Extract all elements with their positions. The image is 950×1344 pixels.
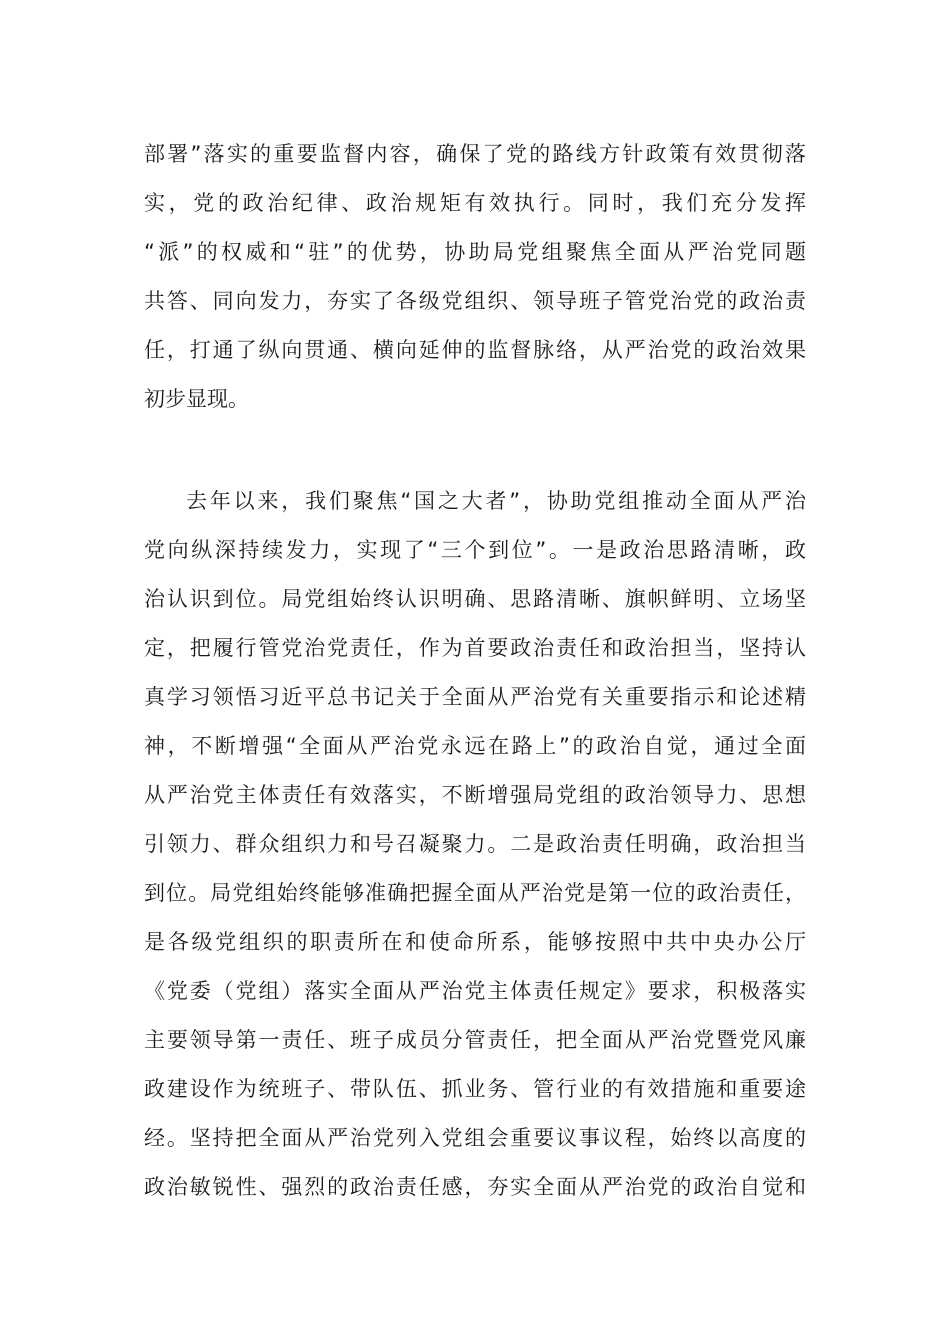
- text-line: 部署”落实的重要监督内容，确保了党的路线方针政策有效贯彻落: [144, 142, 806, 166]
- text-line: 任，打通了纵向贯通、横向延伸的监督脉络，从严治党的政治效果: [144, 338, 806, 362]
- text-line: 神，不断增强“全面从严治党永远在路上”的政治自觉，通过全面: [144, 734, 806, 758]
- text-line: 到位。局党组始终能够准确把握全面从严治党是第一位的政治责任，: [144, 881, 806, 905]
- text-line: 初步显现。: [144, 387, 249, 411]
- text-line: 政治敏锐性、强烈的政治责任感，夯实全面从严治党的政治自觉和: [144, 1175, 806, 1199]
- text-line: 定，把履行管党治党责任，作为首要政治责任和政治担当，坚持认: [144, 636, 806, 660]
- text-line: 实，党的政治纪律、政治规矩有效执行。同时，我们充分发挥: [144, 191, 806, 215]
- text-line: 共答、同向发力，夯实了各级党组织、领导班子管党治党的政治责: [144, 289, 806, 313]
- text-line: 主要领导第一责任、班子成员分管责任，把全面从严治党暨党风廉: [144, 1028, 806, 1052]
- text-line: 党向纵深持续发力，实现了“三个到位”。一是政治思路清晰，政: [144, 538, 806, 562]
- text-line: 是各级党组织的职责所在和使命所系，能够按照中共中央办公厅: [144, 930, 806, 954]
- text-line: 《党委（党组）落实全面从严治党主体责任规定》要求，积极落实: [144, 979, 806, 1003]
- text-line: 真学习领悟习近平总书记关于全面从严治党有关重要指示和论述精: [144, 685, 806, 709]
- text-line: 治认识到位。局党组始终认识明确、思路清晰、旗帜鲜明、立场坚: [144, 587, 806, 611]
- text-line: 引领力、群众组织力和号召凝聚力。二是政治责任明确，政治担当: [144, 832, 806, 856]
- text-line: 去年以来，我们聚焦“国之大者”，协助党组推动全面从严治: [186, 489, 806, 513]
- text-line: 从严治党主体责任有效落实，不断增强局党组的政治领导力、思想: [144, 783, 806, 807]
- text-line: 政建设作为统班子、带队伍、抓业务、管行业的有效措施和重要途: [144, 1077, 806, 1101]
- text-line: 经。坚持把全面从严治党列入党组会重要议事议程，始终以高度的: [144, 1126, 806, 1150]
- text-line: “派”的权威和“驻”的优势，协助局党组聚焦全面从严治党同题: [144, 240, 806, 264]
